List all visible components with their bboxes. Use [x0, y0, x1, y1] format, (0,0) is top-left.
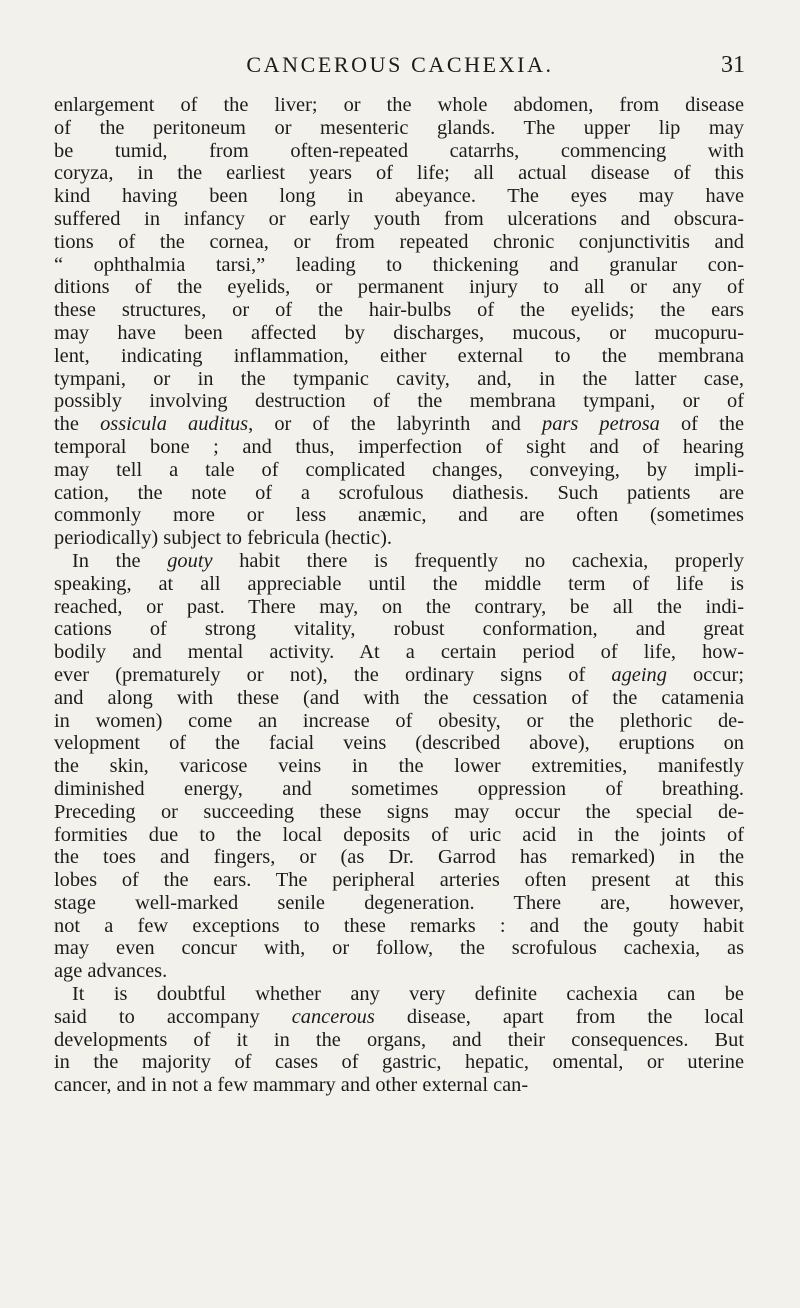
- text-line: [54, 413, 744, 436]
- text-line: tions of the cornea, or from repeated chronic conjunctivitis and: [54, 230, 744, 253]
- text-run: disease, apart from the local: [374, 1005, 744, 1028]
- text-line: age advances.: [54, 960, 168, 983]
- text-line: may have been affected by discharges, mucous, or mucopuru-: [54, 321, 744, 344]
- text-line: bodily and mental activity. At a certain period of life, how-: [54, 641, 744, 664]
- text-run: said to accompany: [54, 1005, 292, 1028]
- text-line: Preceding or succeeding these signs may occur the special de-: [54, 800, 744, 823]
- text-run: the: [54, 413, 101, 436]
- running-title: CANCEROUS CACHEXIA.: [246, 52, 554, 77]
- text-line: stage well-marked senile degeneration. There are, however,: [54, 891, 744, 914]
- text-run: occur;: [666, 663, 745, 686]
- text-line: not a few exceptions to these remarks : and the gouty habit: [54, 914, 744, 937]
- text-line: kind having been long in abeyance. The eyes may have: [54, 185, 744, 208]
- text-line: commonly more or less anæmic, and are often (sometimes: [54, 504, 744, 527]
- text-line: lobes of the ears. The peripheral arteries often present at this: [54, 869, 744, 892]
- text-line: cations of strong vitality, robust conformation, and great: [54, 618, 744, 641]
- text-run: ever (prematurely or not), the ordinary signs of: [54, 663, 612, 686]
- text-line: may tell a tale of complicated changes, conveying, by impli-: [54, 458, 744, 481]
- text-line: these structures, or of the hair-bulbs of the eyelids; the ears: [54, 299, 744, 322]
- text-line: temporal bone ; and thus, imperfection of sight and of hearing: [54, 435, 744, 458]
- text-line: cation, the note of a scrofulous diathesis. Such patients are: [54, 481, 744, 504]
- text-line: reached, or past. There may, on the contrary, be all the indi-: [54, 595, 744, 618]
- text-line: may even concur with, or follow, the scrofulous cachexia, as: [54, 937, 744, 960]
- text-line: and along with these (and with the cessation of the catamenia: [54, 686, 744, 709]
- text-line: velopment of the facial veins (described above), eruptions on: [54, 732, 744, 755]
- text-line: coryza, in the earliest years of life; all actual disease of this: [54, 162, 744, 185]
- text-line: enlargement of the liver; or the whole abdomen, from disease: [54, 94, 744, 116]
- text-run: of the: [659, 413, 745, 436]
- text-line: diminished energy, and sometimes oppression of breathing.: [54, 777, 744, 800]
- page-number: 31: [721, 52, 745, 78]
- text-line: in women) come an increase of obesity, or the plethoric de-: [54, 709, 744, 732]
- text-line: formities due to the local deposits of uric acid in the joints of: [54, 823, 744, 846]
- text-line: speaking, at all appreciable until the middle term of life is: [54, 572, 744, 595]
- text-line: the skin, varicose veins in the lower extremities, manifestly: [54, 755, 744, 778]
- text-line: [54, 664, 744, 687]
- text-line: tympani, or in the tympanic cavity, and, in the latter case,: [54, 367, 744, 390]
- text-line: cancer, and in not a few mammary and other external can-: [54, 1074, 529, 1097]
- text-line: in the majority of cases of gastric, hepatic, omental, or uterine: [54, 1051, 744, 1074]
- text-line: [54, 550, 744, 573]
- text-line: ditions of the eyelids, or permanent injury to all or any of: [54, 276, 744, 299]
- text-line: periodically) subject to febricula (hectic).: [54, 527, 392, 550]
- body-text: [54, 94, 744, 1097]
- italic-term: pars petrosa: [542, 413, 660, 436]
- italic-term: gouty: [167, 549, 213, 572]
- text-line: lent, indicating inflammation, either external to the membrana: [54, 344, 744, 367]
- italic-term: ossicula auditus: [100, 413, 249, 436]
- text-line: “ ophthalmia tarsi,” leading to thickening and granular con-: [54, 253, 744, 276]
- text-line: It is doubtful whether any very definite cachexia can be: [72, 983, 744, 1006]
- text-run: habit there is frequently no cachexia, properly: [212, 549, 744, 572]
- text-line: the toes and fingers, or (as Dr. Garrod has remarked) in the: [54, 846, 744, 869]
- text-line: of the peritoneum or mesenteric glands. The upper lip may: [54, 116, 744, 139]
- italic-term: ageing: [611, 663, 667, 686]
- text-line: possibly involving destruction of the membrana tympani, or of: [54, 390, 744, 413]
- text-line: suffered in infancy or early youth from ulcerations and obscura-: [54, 207, 744, 230]
- text-run: , or of the labyrinth and: [248, 413, 542, 436]
- italic-term: cancerous: [291, 1005, 375, 1028]
- text-line: [54, 1006, 744, 1029]
- text-line: developments of it in the organs, and their consequences. But: [54, 1028, 744, 1051]
- page-header: [0, 52, 800, 82]
- text-run: In the: [72, 549, 168, 572]
- text-line: be tumid, from often-repeated catarrhs, commencing with: [54, 139, 744, 162]
